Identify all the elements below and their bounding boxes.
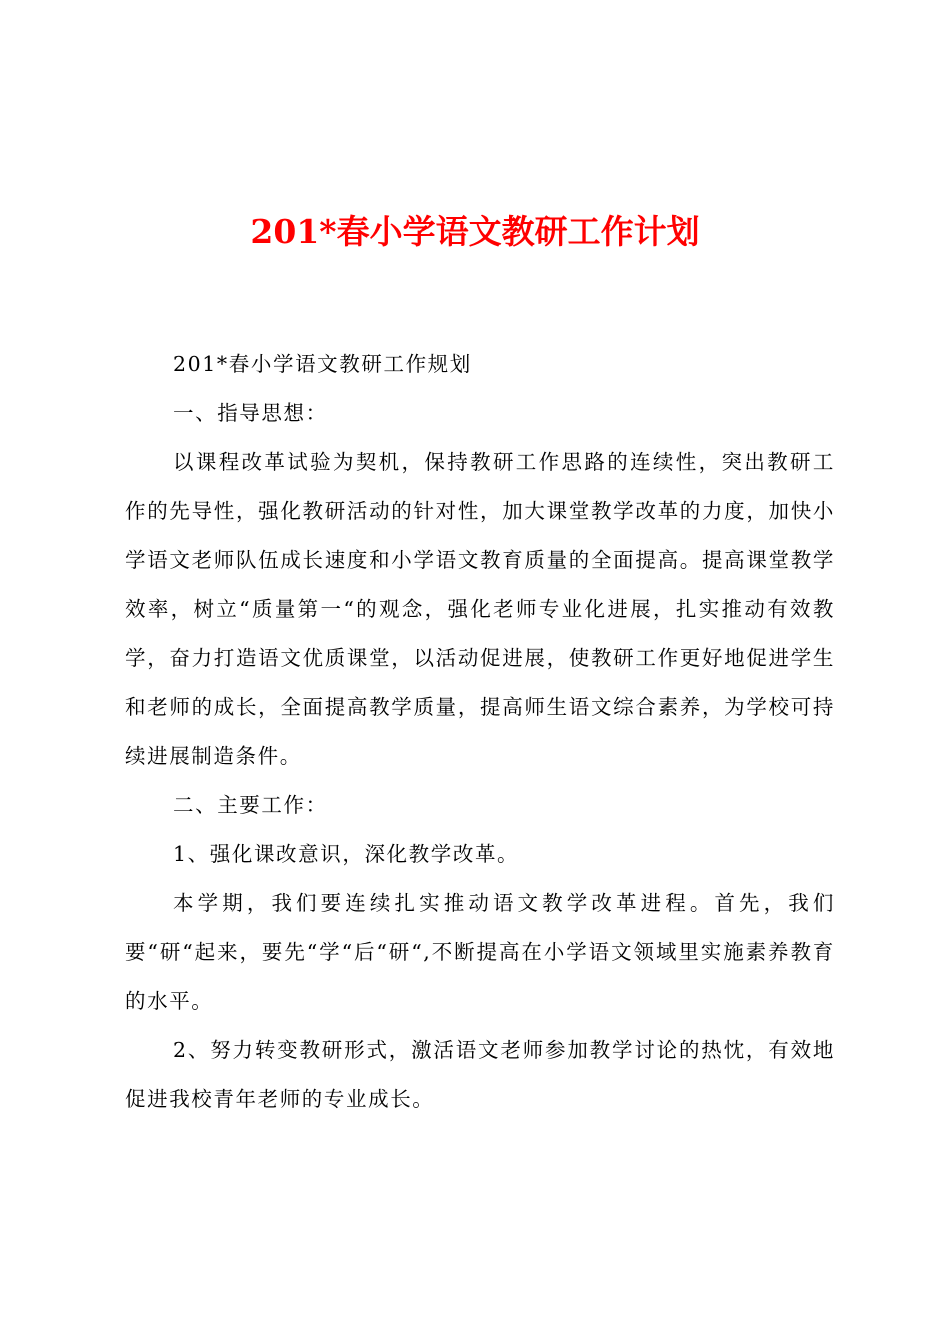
section-heading-guiding-thought: 一、指导思想：	[173, 401, 328, 425]
document-body	[125, 340, 835, 1124]
body-paragraph: 本学期，我们要连续扎实推动语文教学改革进程。首先，我们要“研“起来，要先“学“后“研“,不断提高在小学语文领域里实施素养教育的水平。	[125, 891, 835, 1013]
body-paragraph: 以课程改革试验为契机，保持教研工作思路的连续性，突出教研工作的先导性，强化教研活动的针对性，加大课堂教学改革的力度，加快小学语文老师队伍成长速度和小学语文教育质量的全面提高。提高课堂教学效率，树立“质量第一“的观念，强化老师专业化进展，扎实推动有效教学，奋力打造语文优质课堂，以活动促进展，使教研工作更好地促进学生和老师的成长，全面提高教学质量，提高师生语文综合素养，为学校可持续进展制造条件。	[125, 450, 835, 768]
list-item-heading: 1、强化课改意识，深化教学改革。	[173, 842, 520, 866]
section-heading-main-work: 二、主要工作：	[173, 793, 328, 817]
list-item-heading: 2、努力转变教研形式，激活语文老师参加教学讨论的热忱，有效地促进我校青年老师的专业成长。	[125, 1038, 835, 1111]
subtitle-paragraph: 201*春小学语文教研工作规划	[173, 352, 472, 376]
page-title: 201*春小学语文教研工作计划	[250, 212, 700, 251]
